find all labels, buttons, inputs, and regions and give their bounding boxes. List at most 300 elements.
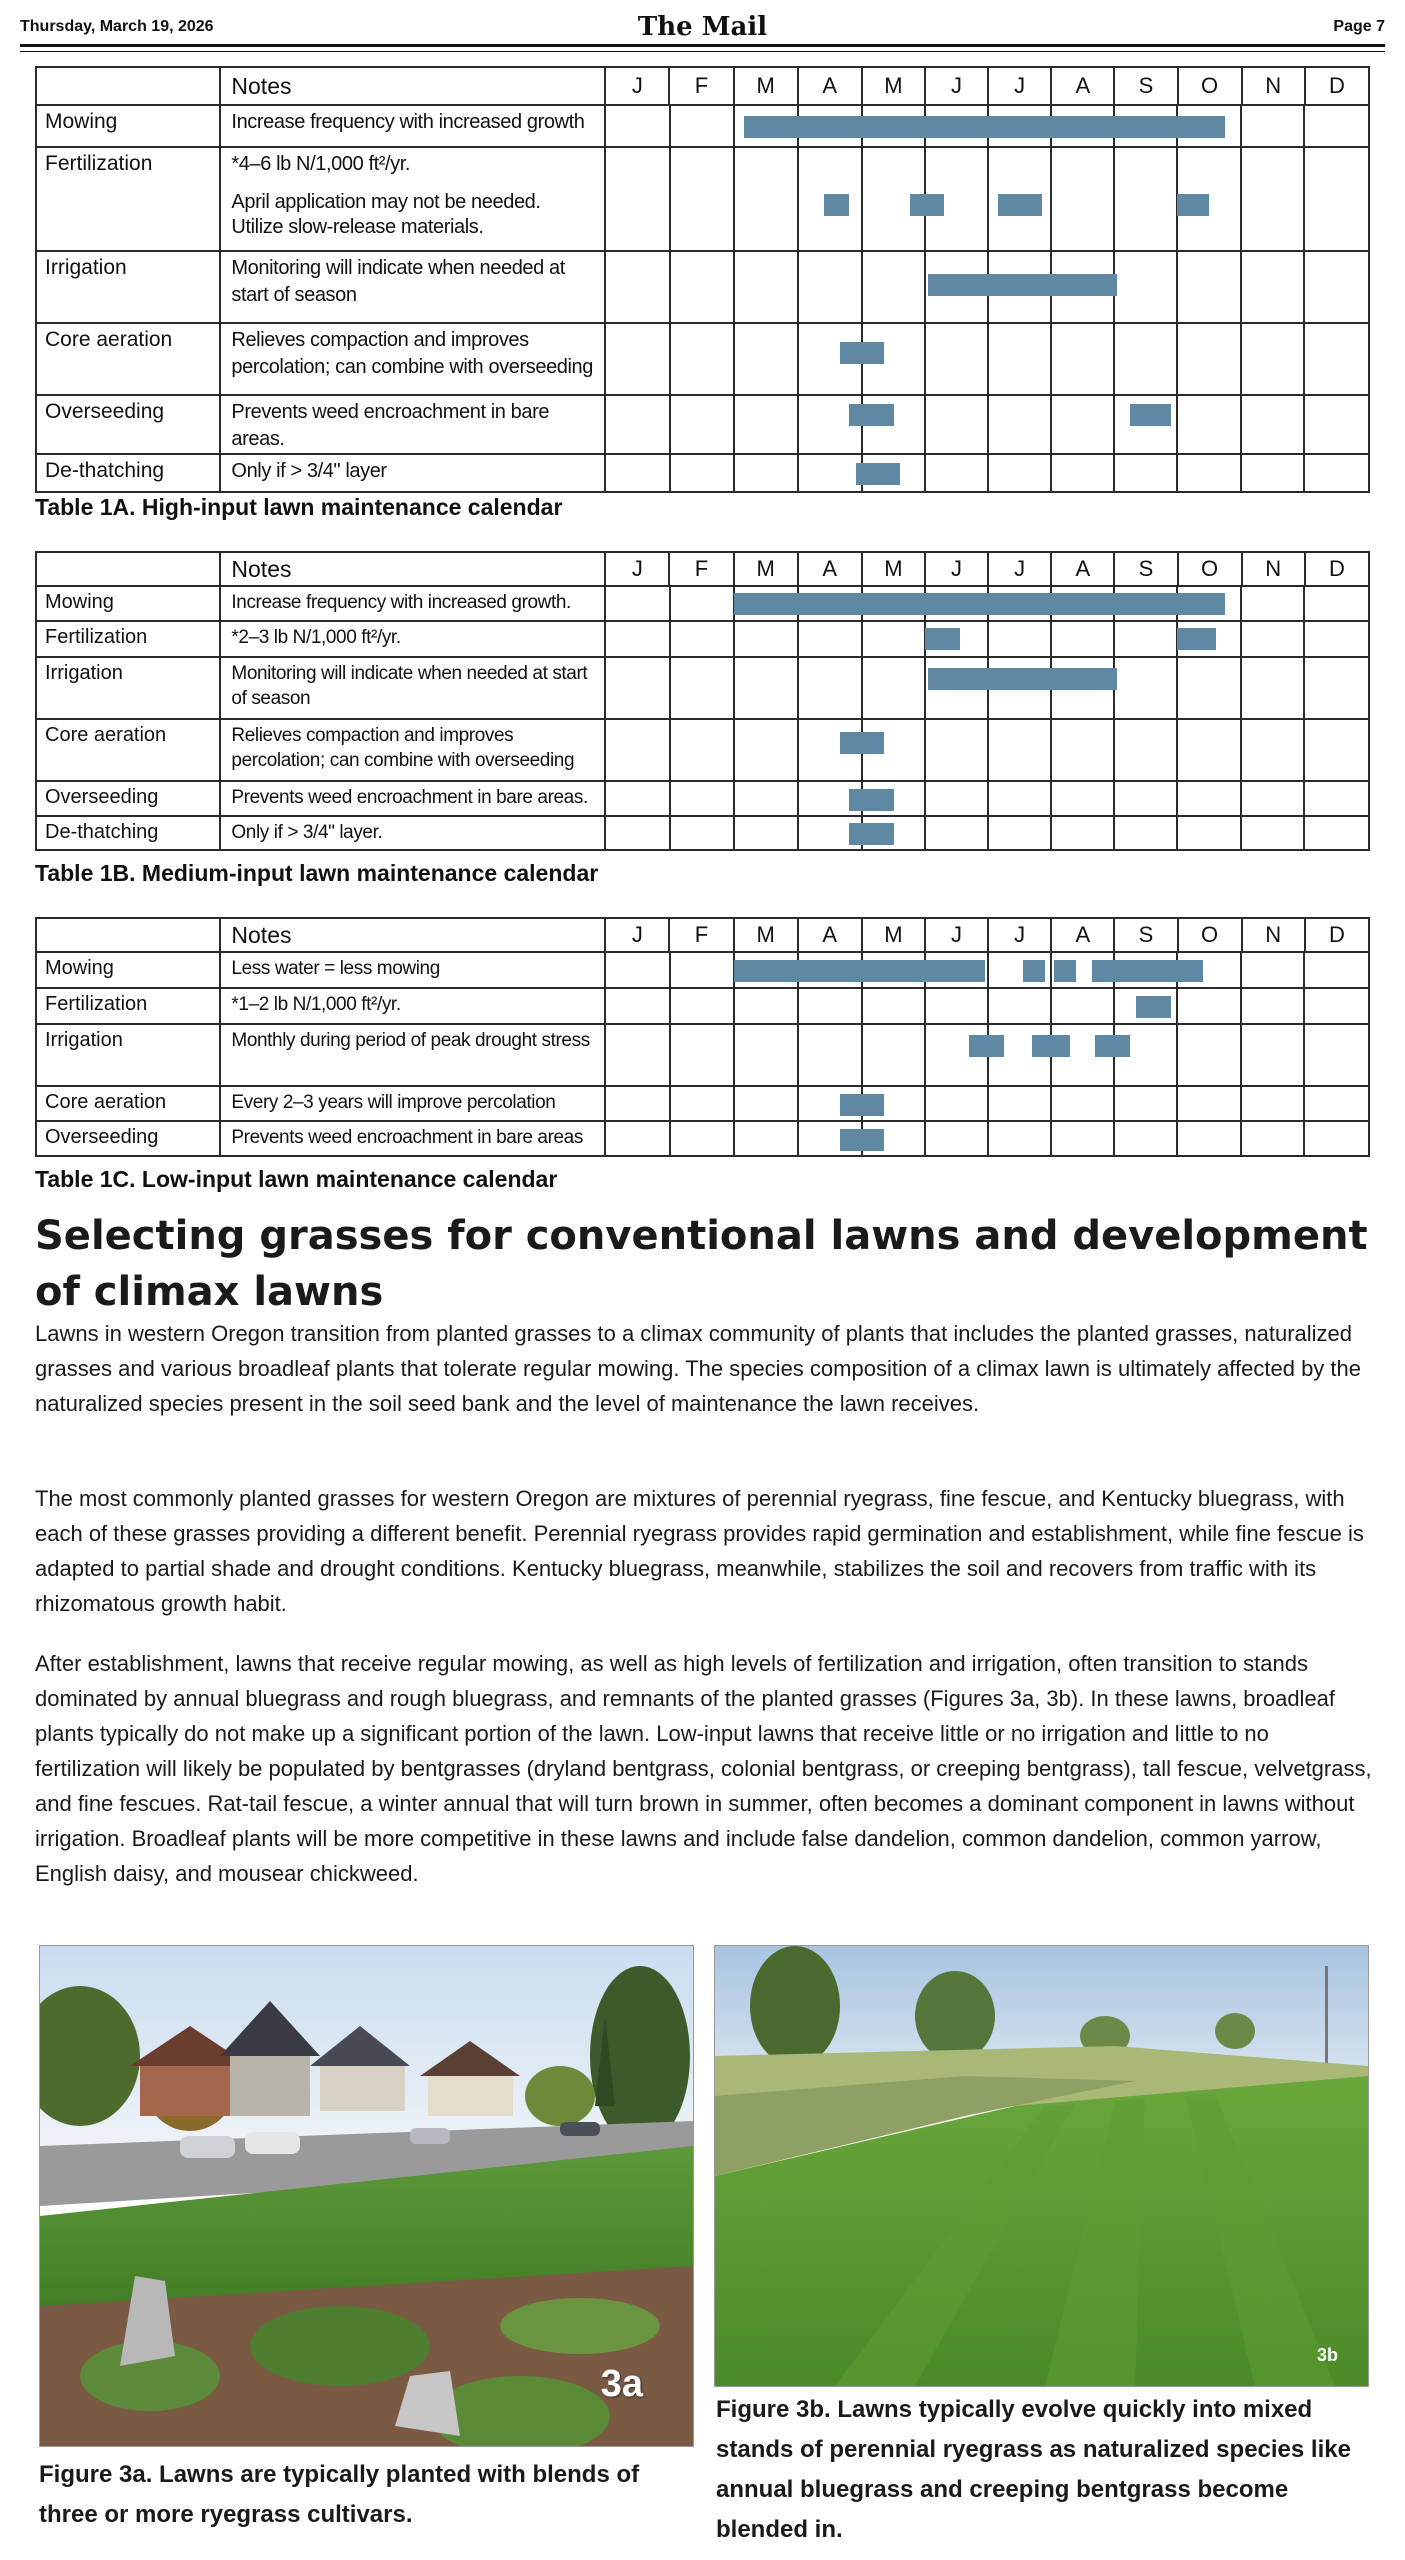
month-grid-line (1240, 252, 1242, 322)
month-grid-line (669, 252, 671, 322)
task-note: Increase frequency with increased growth (220, 105, 605, 147)
table-row-fertilization (36, 621, 1369, 657)
month-grid-line (733, 1087, 735, 1120)
task-label: Overseeding (36, 781, 220, 816)
schedule-cell (605, 1121, 1369, 1156)
table-row-mowing (36, 586, 1369, 621)
month-grid-line (669, 324, 671, 394)
month-header-apr: A (798, 67, 862, 105)
month-header-feb: F (669, 918, 733, 952)
task-note (220, 147, 605, 251)
masthead (20, 8, 1385, 42)
month-header-jun: J (925, 918, 988, 952)
month-grid-line (797, 817, 799, 849)
task-note: Only if > 3/4" layer. (220, 816, 605, 850)
figure-3b-photo (714, 1945, 1369, 2387)
month-grid-line (924, 252, 926, 322)
month-grid-line (861, 658, 863, 718)
month-grid-line (987, 148, 989, 250)
task-label: Irrigation (36, 657, 220, 719)
table-1c-low-input-calendar (35, 917, 1370, 1157)
month-grid-line (1050, 1087, 1052, 1120)
figure-3a-label: 3a (600, 2363, 643, 2405)
month-header-dec: D (1305, 918, 1369, 952)
schedule-cell (605, 988, 1369, 1024)
schedule-cell (605, 816, 1369, 850)
month-grid-line (733, 396, 735, 453)
month-grid-line (924, 1087, 926, 1120)
month-header-may: M (862, 552, 925, 586)
month-grid-line (669, 658, 671, 718)
month-grid-line (1303, 455, 1305, 491)
month-header-jul: J (988, 918, 1051, 952)
month-header-jan: J (605, 552, 669, 586)
month-header-jun: J (925, 67, 988, 105)
table-row-core-aeration (36, 719, 1369, 781)
task-label: Mowing (36, 586, 220, 621)
schedule-bar (840, 342, 884, 364)
month-grid-line (797, 455, 799, 491)
task-label: De-thatching (36, 454, 220, 492)
month-grid-line (924, 817, 926, 849)
month-grid-line (669, 455, 671, 491)
table-row-irrigation (36, 657, 1369, 719)
month-grid-line (1240, 148, 1242, 250)
table-1b-caption: Table 1B. Medium-input lawn maintenance calendar (35, 860, 599, 886)
task-label: De-thatching (36, 816, 220, 850)
schedule-bar (824, 194, 850, 216)
month-header-nov: N (1242, 552, 1305, 586)
task-header-cell (36, 552, 220, 586)
month-grid-line (1240, 587, 1242, 620)
task-note: Every 2–3 years will improve percolation (220, 1086, 605, 1121)
month-grid-line (861, 989, 863, 1023)
month-header-sep: S (1114, 552, 1177, 586)
figure-3b-caption: Figure 3b. Lawns typically evolve quickly into mixed stands of perennial ryegrass as naturalized species like annual bluegrass and creeping bentgrass become blended in. (716, 2396, 1351, 2543)
month-header-jan: J (605, 918, 669, 952)
month-grid-line (1240, 622, 1242, 656)
month-grid-line (1113, 1087, 1115, 1120)
month-grid-line (987, 1087, 989, 1120)
month-grid-line (733, 782, 735, 815)
schedule-bar (1136, 996, 1171, 1018)
month-header-jun: J (925, 552, 988, 586)
schedule-bar (849, 404, 893, 426)
month-grid-line (1176, 720, 1178, 780)
month-header-jul: J (988, 67, 1051, 105)
schedule-bar (1092, 960, 1203, 982)
month-grid-line (669, 720, 671, 780)
task-label: Fertilization (36, 147, 220, 251)
month-grid-line (924, 455, 926, 491)
month-grid-line (669, 106, 671, 146)
month-grid-line (1050, 396, 1052, 453)
month-grid-line (924, 1025, 926, 1085)
table-row-overseeding (36, 395, 1369, 454)
month-grid-line (987, 782, 989, 815)
schedule-cell (605, 719, 1369, 781)
table-header-row (36, 918, 1369, 952)
month-grid-line (924, 658, 926, 718)
month-grid-line (1176, 252, 1178, 322)
month-grid-line (1303, 1025, 1305, 1085)
task-label: Fertilization (36, 621, 220, 657)
month-grid-line (1303, 720, 1305, 780)
task-label: Mowing (36, 105, 220, 147)
schedule-bar (849, 823, 893, 845)
table-row-core-aeration (36, 1086, 1369, 1121)
table-row-de-thatching (36, 816, 1369, 850)
schedule-bar (744, 116, 1225, 138)
schedule-cell (605, 1024, 1369, 1086)
month-header-mar: M (734, 918, 798, 952)
month-grid-line (861, 252, 863, 322)
notes-header: Notes (220, 552, 605, 586)
task-header-cell (36, 67, 220, 105)
table-1a-caption: Table 1A. High-input lawn maintenance calendar (35, 494, 563, 520)
month-grid-line (987, 1122, 989, 1155)
task-note: Only if > 3/4" layer (220, 454, 605, 492)
month-grid-line (1303, 658, 1305, 718)
month-grid-line (1303, 817, 1305, 849)
table-row-core-aeration (36, 323, 1369, 395)
month-grid-line (733, 622, 735, 656)
month-grid-line (669, 953, 671, 987)
article-paragraph-3: After establishment, lawns that receive regular mowing, as well as high levels of fertilization and irrigation, often transition to stands dominated by annual bluegrass and rough bluegrass, and remnants of the planted grasses (Figures 3a, 3b). In these lawns, broadleaf plants typically do not make up a significant portion of the lawn. Low-input lawns that receive little or no irrigation and little to no fertilization will likely be populated by bentgrasses (dryland bentgrass, colonial bentgrass, or creeping bentgrass), tall fescue, velvetgrass, and fine fescues. Rat-tail fescue, a winter annual that will turn brown in summer, often becomes a dominant component in lawns without irrigation. Broadleaf plants will be more competitive in these lawns and include false dandelion, common dandelion, common yarrow, English daisy, and mousear chickweed. (35, 1651, 1372, 1886)
month-grid-line (1303, 252, 1305, 322)
month-grid-line (797, 1122, 799, 1155)
month-grid-line (1113, 396, 1115, 453)
month-grid-line (924, 720, 926, 780)
month-grid-line (1050, 324, 1052, 394)
month-grid-line (1176, 1087, 1178, 1120)
table-row-mowing (36, 952, 1369, 988)
table-row-fertilization (36, 147, 1369, 251)
table-1a-high-input-calendar (35, 66, 1370, 493)
month-grid-line (1240, 817, 1242, 849)
masthead-rule-thick (20, 44, 1385, 47)
month-grid-line (733, 148, 735, 250)
notes-header: Notes (220, 918, 605, 952)
month-header-oct: O (1178, 918, 1242, 952)
schedule-bar (849, 789, 893, 811)
month-grid-line (733, 455, 735, 491)
month-grid-line (1176, 396, 1178, 453)
month-grid-line (924, 324, 926, 394)
month-grid-line (1240, 455, 1242, 491)
month-grid-line (669, 396, 671, 453)
schedule-bar (840, 1094, 884, 1116)
month-grid-line (1240, 396, 1242, 453)
month-grid-line (1176, 989, 1178, 1023)
schedule-bar (969, 1035, 1004, 1057)
schedule-bar (840, 1129, 884, 1151)
month-grid-line (1303, 782, 1305, 815)
month-grid-line (924, 396, 926, 453)
month-grid-line (987, 953, 989, 987)
task-label: Overseeding (36, 395, 220, 454)
month-grid-line (733, 817, 735, 849)
schedule-cell (605, 105, 1369, 147)
task-label: Core aeration (36, 323, 220, 395)
month-header-feb: F (669, 552, 733, 586)
schedule-bar (1130, 404, 1171, 426)
month-header-sep: S (1114, 67, 1177, 105)
month-grid-line (861, 1025, 863, 1085)
month-grid-line (1240, 1087, 1242, 1120)
month-grid-line (924, 1122, 926, 1155)
month-grid-line (1303, 148, 1305, 250)
month-grid-line (1050, 989, 1052, 1023)
schedule-bar (1177, 628, 1215, 650)
task-note: Increase frequency with increased growth. (220, 586, 605, 621)
task-label: Mowing (36, 952, 220, 988)
month-header-feb: F (669, 67, 733, 105)
month-grid-line (797, 252, 799, 322)
month-grid-line (987, 622, 989, 656)
month-grid-line (733, 658, 735, 718)
schedule-bar (1054, 960, 1076, 982)
task-label: Core aeration (36, 1086, 220, 1121)
month-grid-line (987, 455, 989, 491)
month-grid-line (1176, 782, 1178, 815)
article-paragraph-1: Lawns in western Oregon transition from planted grasses to a climax community of plants that includes the planted grasses, naturalized grasses and various broadleaf plants that tolerate regular mowing. The species composition of a climax lawn is ultimately affected by the naturalized species present in the soil seed bank and the level of maintenance the lawn receives. (35, 1321, 1361, 1416)
schedule-cell (605, 621, 1369, 657)
month-grid-line (733, 324, 735, 394)
month-grid-line (669, 989, 671, 1023)
schedule-cell (605, 1086, 1369, 1121)
month-grid-line (1303, 989, 1305, 1023)
issue-date: Thursday, March 19, 2026 (20, 18, 214, 35)
task-note: Monitoring will indicate when needed at start of season (220, 251, 605, 323)
month-grid-line (1113, 720, 1115, 780)
month-grid-line (669, 1087, 671, 1120)
month-grid-line (1113, 782, 1115, 815)
month-grid-line (1176, 1025, 1178, 1085)
task-note: Relieves compaction and improves percolation; can combine with overseeding (220, 719, 605, 781)
month-header-apr: A (798, 918, 862, 952)
month-grid-line (1050, 622, 1052, 656)
task-note: *2–3 lb N/1,000 ft²/yr. (220, 621, 605, 657)
month-grid-line (797, 1025, 799, 1085)
month-grid-line (987, 396, 989, 453)
schedule-bar (1032, 1035, 1070, 1057)
schedule-bar (734, 593, 1225, 615)
month-header-sep: S (1114, 918, 1177, 952)
table-row-fertilization (36, 988, 1369, 1024)
figure-3b-label: 3b (1316, 2345, 1338, 2365)
month-grid-line (1176, 1122, 1178, 1155)
month-grid-line (733, 106, 735, 146)
masthead-rule-thin (20, 51, 1385, 52)
month-grid-line (797, 324, 799, 394)
month-grid-line (924, 782, 926, 815)
month-grid-line (669, 1025, 671, 1085)
month-grid-line (861, 622, 863, 656)
month-header-nov: N (1242, 918, 1305, 952)
month-grid-line (1240, 324, 1242, 394)
month-header-dec: D (1305, 67, 1369, 105)
month-header-jan: J (605, 67, 669, 105)
month-header-may: M (862, 67, 925, 105)
table-row-overseeding (36, 1121, 1369, 1156)
month-grid-line (1303, 1087, 1305, 1120)
month-grid-line (1050, 817, 1052, 849)
article-paragraph-2: The most commonly planted grasses for western Oregon are mixtures of perennial ryegrass, fine fescue, and Kentucky bluegrass, with each of these grasses providing a different benefit. Perennial ryegrass provides rapid germination and establishment, while fine fescue is adapted to partial shade and drought conditions. Kentucky bluegrass, meanwhile, stabilizes the soil and recovers from traffic with its rhizomatous growth habit. (35, 1486, 1364, 1616)
month-header-mar: M (734, 67, 798, 105)
month-header-oct: O (1178, 552, 1242, 586)
month-grid-line (1240, 989, 1242, 1023)
month-grid-line (669, 782, 671, 815)
month-grid-line (1176, 658, 1178, 718)
month-header-nov: N (1242, 67, 1305, 105)
schedule-cell (605, 251, 1369, 323)
task-note: Prevents weed encroachment in bare areas. (220, 395, 605, 454)
schedule-cell (605, 781, 1369, 816)
month-grid-line (1113, 148, 1115, 250)
task-note: Monthly during period of peak drought stress (220, 1024, 605, 1086)
month-grid-line (1240, 658, 1242, 718)
month-header-oct: O (1178, 67, 1242, 105)
month-grid-line (1050, 782, 1052, 815)
schedule-cell (605, 586, 1369, 621)
month-grid-line (797, 989, 799, 1023)
month-grid-line (733, 720, 735, 780)
month-grid-line (1050, 148, 1052, 250)
month-grid-line (669, 1122, 671, 1155)
month-grid-line (1050, 455, 1052, 491)
task-note: *1–2 lb N/1,000 ft²/yr. (220, 988, 605, 1024)
table-row-de-thatching (36, 454, 1369, 492)
schedule-cell (605, 454, 1369, 492)
month-grid-line (1176, 324, 1178, 394)
month-grid-line (669, 148, 671, 250)
month-grid-line (1240, 720, 1242, 780)
month-header-aug: A (1051, 918, 1114, 952)
month-grid-line (924, 989, 926, 1023)
article-headline: Selecting grasses for conventional lawns and development of climax lawns (35, 1213, 1368, 1315)
lawn-photo-illustration (715, 1946, 1368, 2386)
month-grid-line (1303, 622, 1305, 656)
month-grid-line (797, 148, 799, 250)
month-grid-line (1240, 953, 1242, 987)
schedule-bar (734, 960, 985, 982)
schedule-bar (910, 194, 945, 216)
newspaper-title: The Mail (637, 12, 768, 42)
month-grid-line (987, 720, 989, 780)
table-row-overseeding (36, 781, 1369, 816)
schedule-bar (998, 194, 1042, 216)
month-grid-line (797, 720, 799, 780)
task-label: Irrigation (36, 251, 220, 323)
task-header-cell (36, 918, 220, 952)
month-grid-line (797, 658, 799, 718)
month-grid-line (733, 252, 735, 322)
month-grid-line (1113, 989, 1115, 1023)
schedule-cell (605, 952, 1369, 988)
month-grid-line (987, 817, 989, 849)
month-grid-line (861, 148, 863, 250)
table-row-irrigation (36, 1024, 1369, 1086)
schedule-cell (605, 395, 1369, 454)
month-grid-line (1240, 1122, 1242, 1155)
month-grid-line (987, 324, 989, 394)
task-note-line: *4–6 lb N/1,000 ft²/yr. (231, 153, 411, 175)
schedule-bar (928, 274, 1117, 296)
month-grid-line (1240, 106, 1242, 146)
month-grid-line (1176, 817, 1178, 849)
month-grid-line (1303, 396, 1305, 453)
task-label: Irrigation (36, 1024, 220, 1086)
month-grid-line (1113, 817, 1115, 849)
month-grid-line (1303, 324, 1305, 394)
schedule-bar (925, 628, 960, 650)
month-grid-line (1240, 782, 1242, 815)
task-note: Prevents weed encroachment in bare areas. (220, 781, 605, 816)
task-note: Prevents weed encroachment in bare areas (220, 1121, 605, 1156)
month-grid-line (1303, 587, 1305, 620)
page-number: Page 7 (1333, 18, 1385, 35)
month-grid-line (1303, 953, 1305, 987)
table-header-row (36, 552, 1369, 586)
month-header-apr: A (798, 552, 862, 586)
lawn-photo-illustration (40, 1946, 693, 2446)
task-label: Fertilization (36, 988, 220, 1024)
schedule-bar (856, 463, 900, 485)
month-grid-line (733, 1122, 735, 1155)
month-grid-line (797, 396, 799, 453)
task-note: Monitoring will indicate when needed at start of season (220, 657, 605, 719)
table-row-irrigation (36, 251, 1369, 323)
notes-header: Notes (220, 67, 605, 105)
month-grid-line (1240, 1025, 1242, 1085)
month-grid-line (1113, 324, 1115, 394)
month-header-aug: A (1051, 552, 1114, 586)
month-grid-line (797, 782, 799, 815)
schedule-bar (1177, 194, 1209, 216)
month-grid-line (797, 622, 799, 656)
month-grid-line (1050, 953, 1052, 987)
month-grid-line (669, 622, 671, 656)
month-grid-line (1050, 1122, 1052, 1155)
task-note: Less water = less mowing (220, 952, 605, 988)
schedule-cell (605, 147, 1369, 251)
month-grid-line (733, 989, 735, 1023)
schedule-cell (605, 657, 1369, 719)
month-grid-line (669, 587, 671, 620)
month-header-aug: A (1051, 67, 1114, 105)
month-grid-line (1113, 622, 1115, 656)
figure-3a-photo (39, 1945, 694, 2447)
month-grid-line (987, 989, 989, 1023)
month-grid-line (1050, 720, 1052, 780)
month-grid-line (733, 1025, 735, 1085)
month-header-mar: M (734, 552, 798, 586)
schedule-bar (1023, 960, 1045, 982)
table-1b-medium-input-calendar (35, 551, 1370, 851)
month-grid-line (1113, 1122, 1115, 1155)
figure-3a-caption: Figure 3a. Lawns are typically planted with blends of three or more ryegrass cultivars. (39, 2461, 640, 2528)
month-header-dec: D (1305, 552, 1369, 586)
table-1c-caption: Table 1C. Low-input lawn maintenance calendar (35, 1166, 558, 1192)
schedule-bar (840, 732, 884, 754)
month-header-jul: J (988, 552, 1051, 586)
month-grid-line (797, 1087, 799, 1120)
task-label: Core aeration (36, 719, 220, 781)
month-grid-line (1176, 455, 1178, 491)
schedule-bar (1095, 1035, 1130, 1057)
month-grid-line (1303, 106, 1305, 146)
